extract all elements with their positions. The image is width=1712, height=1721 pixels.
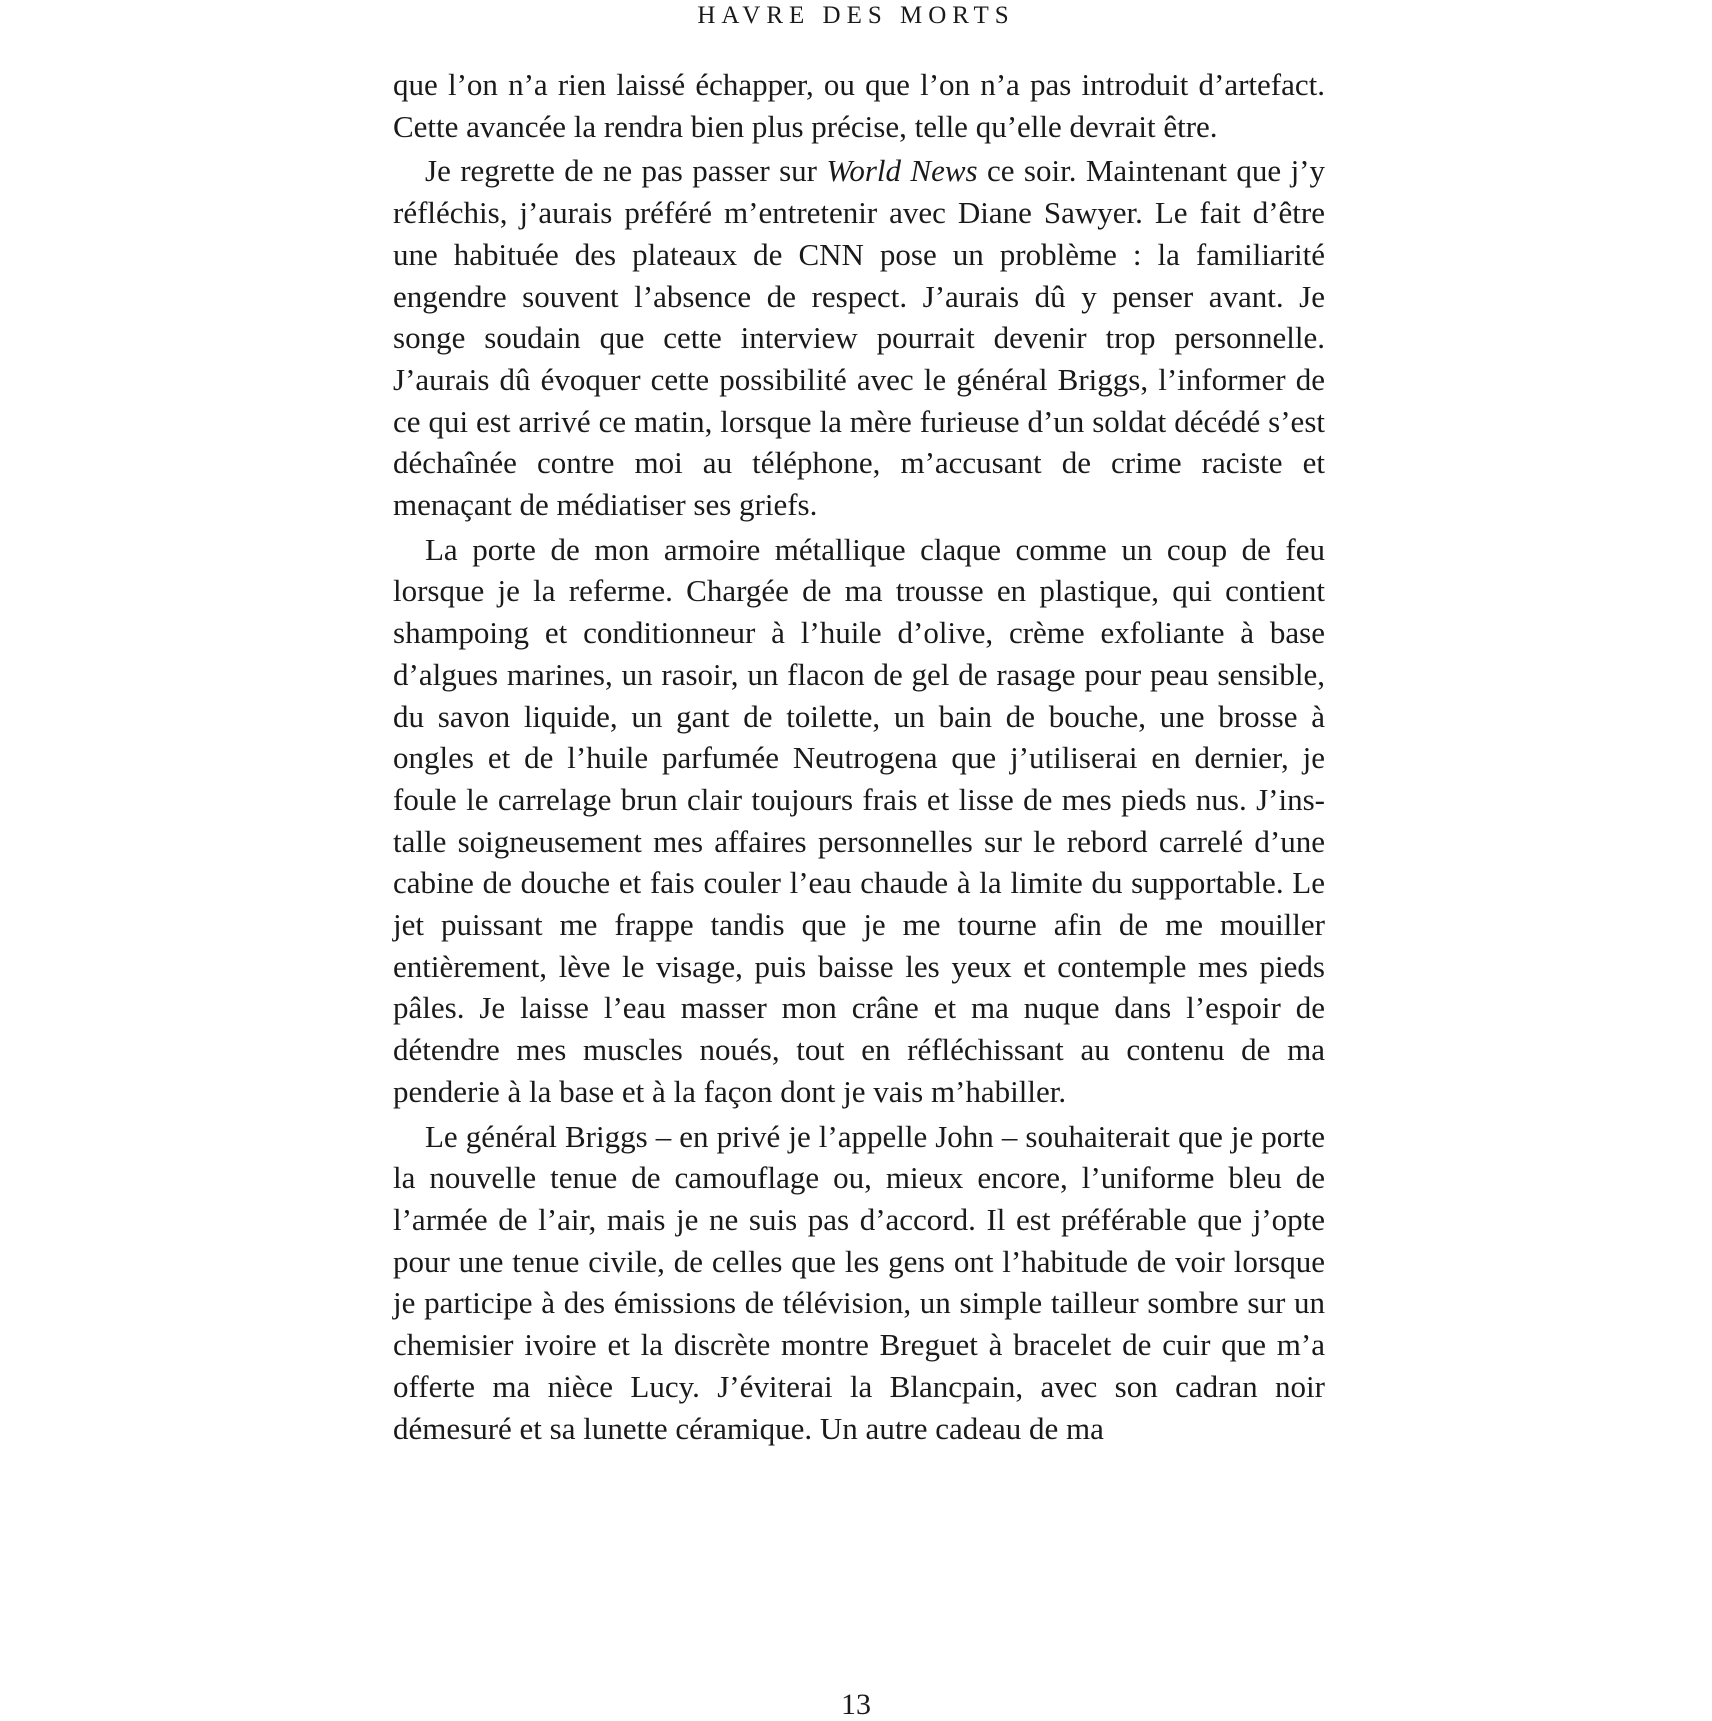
running-header-title: HAVRE DES MORTS <box>697 2 1015 29</box>
paragraph-2-rest: ce soir. Maintenant que j’y réfléchis, j’aurais préféré m’entretenir avec Diane Sawyer. Le fait d’être une habituée des plateaux de CNN pose un problème : la familiarité engendre souvent l’absence de respect. J’aurais dû y penser avant. Je songe soudain que cette interview pourrait devenir trop personnelle. J’aurais dû évoquer cette possibilité avec le général Briggs, l’informer de ce qui est arrivé ce matin, lorsque la mère furieuse d’un soldat décédé s’est déchaînée contre moi au téléphone, m’accusant de crime raciste et menaçant de médiatiser ses griefs. <box>393 153 1325 523</box>
body-text <box>393 64 1325 1449</box>
italic-title-world-news: World News <box>826 153 978 189</box>
page-number: 13 <box>841 1688 871 1721</box>
paragraph-4: Le général Briggs – en privé je l’appelle John – souhaiterait que je porte la nouvelle tenue de camouflage ou, mieux encore, l’uniforme bleu de l’armée de l’air, mais je ne suis pas d’accord. Il est préférable que j’opte pour une tenue civile, de celles que les gens ont l’habitude de voir lorsque je participe à des émissions de télévision, un simple tailleur sombre sur un chemisier ivoire et la discrète montre Breguet à bracelet de cuir que m’a offerte ma nièce Lucy. J’éviterai la Blancpain, avec son cadran noir démesuré et sa lunette céramique. Un autre cadeau de ma <box>393 1118 1325 1446</box>
paragraph-1: que l’on n’a rien laissé échapper, ou que l’on n’a pas introduit d’artefact. Cette avancée la rendra bien plus précise, telle qu’elle devrait être. <box>393 67 1325 144</box>
paragraph-2 <box>393 150 1325 525</box>
paragraph-2-lead: Je regrette de ne pas passer sur <box>425 153 827 189</box>
paragraph-3: La porte de mon armoire métallique claque comme un coup de feu lorsque je la referme. Chargée de ma trousse en plastique, qui contient shampoing et conditionneur à l’huile d’olive, crème exfoliante à base d’algues marines, un rasoir, un flacon de gel de rasage pour peau sensible, du savon liquide, un gant de toilette, un bain de bouche, une brosse à ongles et de l’huile parfumée Neutrogena que j’utiliserai en dernier, je foule le carrelage brun clair toujours frais et lisse de mes pieds nus. J’installe soigneusement mes affaires personnelles sur le rebord carrelé d’une cabine de douche et fais couler l’eau chaude à la limite du supportable. Le jet puissant me frappe tandis que je me tourne afin de me mouiller entièrement, lève le visage, puis baisse les yeux et contemple mes pieds pâles. Je laisse l’eau masser mon crâne et ma nuque dans l’espoir de détendre mes muscles noués, tout en réfléchissant au contenu de ma penderie à la base et à la façon dont je vais m’habiller. <box>393 531 1325 1109</box>
